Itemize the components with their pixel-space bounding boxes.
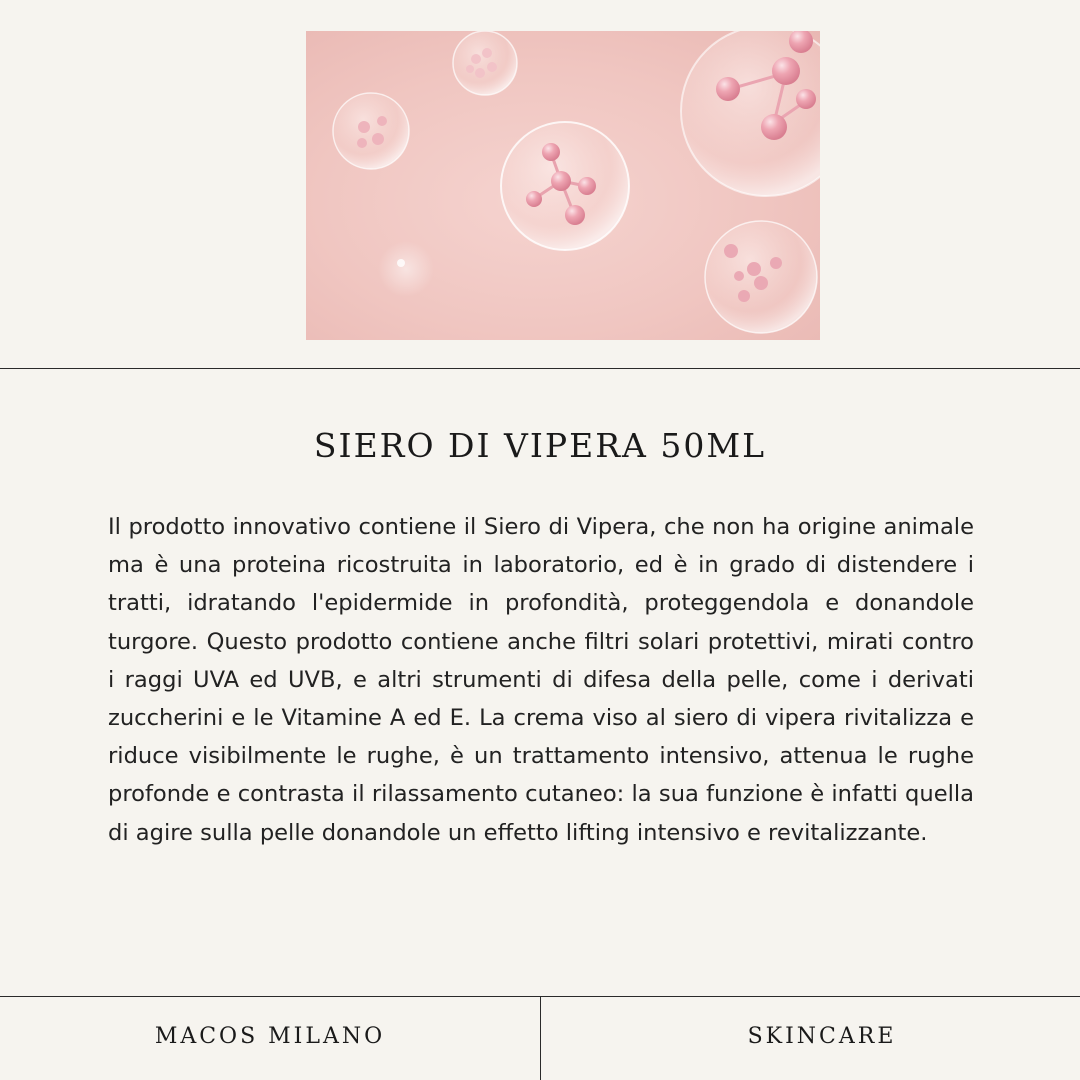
hero-image (306, 31, 820, 340)
product-description: Il prodotto innovativo contiene il Siero di Vipera, che non ha origine animale ma è una proteina ricostruita in laboratorio, ed è in grado di distendere i tratti, idratando l'epidermide in profondità, proteggendola e donandole turgore. Questo prodotto contiene anche filtri solari protettivi, mirati contro i raggi UVA ed UVB, e altri strumenti di difesa della pelle, come i derivati zuccherini e le Vitamine A ed E. La crema viso al siero di vipera rivitalizza e riduce visibilmente le rughe, è un trattamento intensivo, attenua le rughe profonde e contrasta il rilassamento cutaneo: la sua funzione è infatti quella di agire sulla pelle donandole un effetto lifting intensivo e revitalizzante. (108, 514, 974, 846)
footer-vertical-divider (540, 996, 541, 1080)
brand-name: MACOS MILANO (154, 1024, 386, 1049)
top-divider (0, 368, 1080, 369)
category-label: SKINCARE (747, 1024, 897, 1049)
product-title: SIERO DI VIPERA 50ML (313, 426, 767, 465)
molecule-illustration (306, 31, 820, 340)
